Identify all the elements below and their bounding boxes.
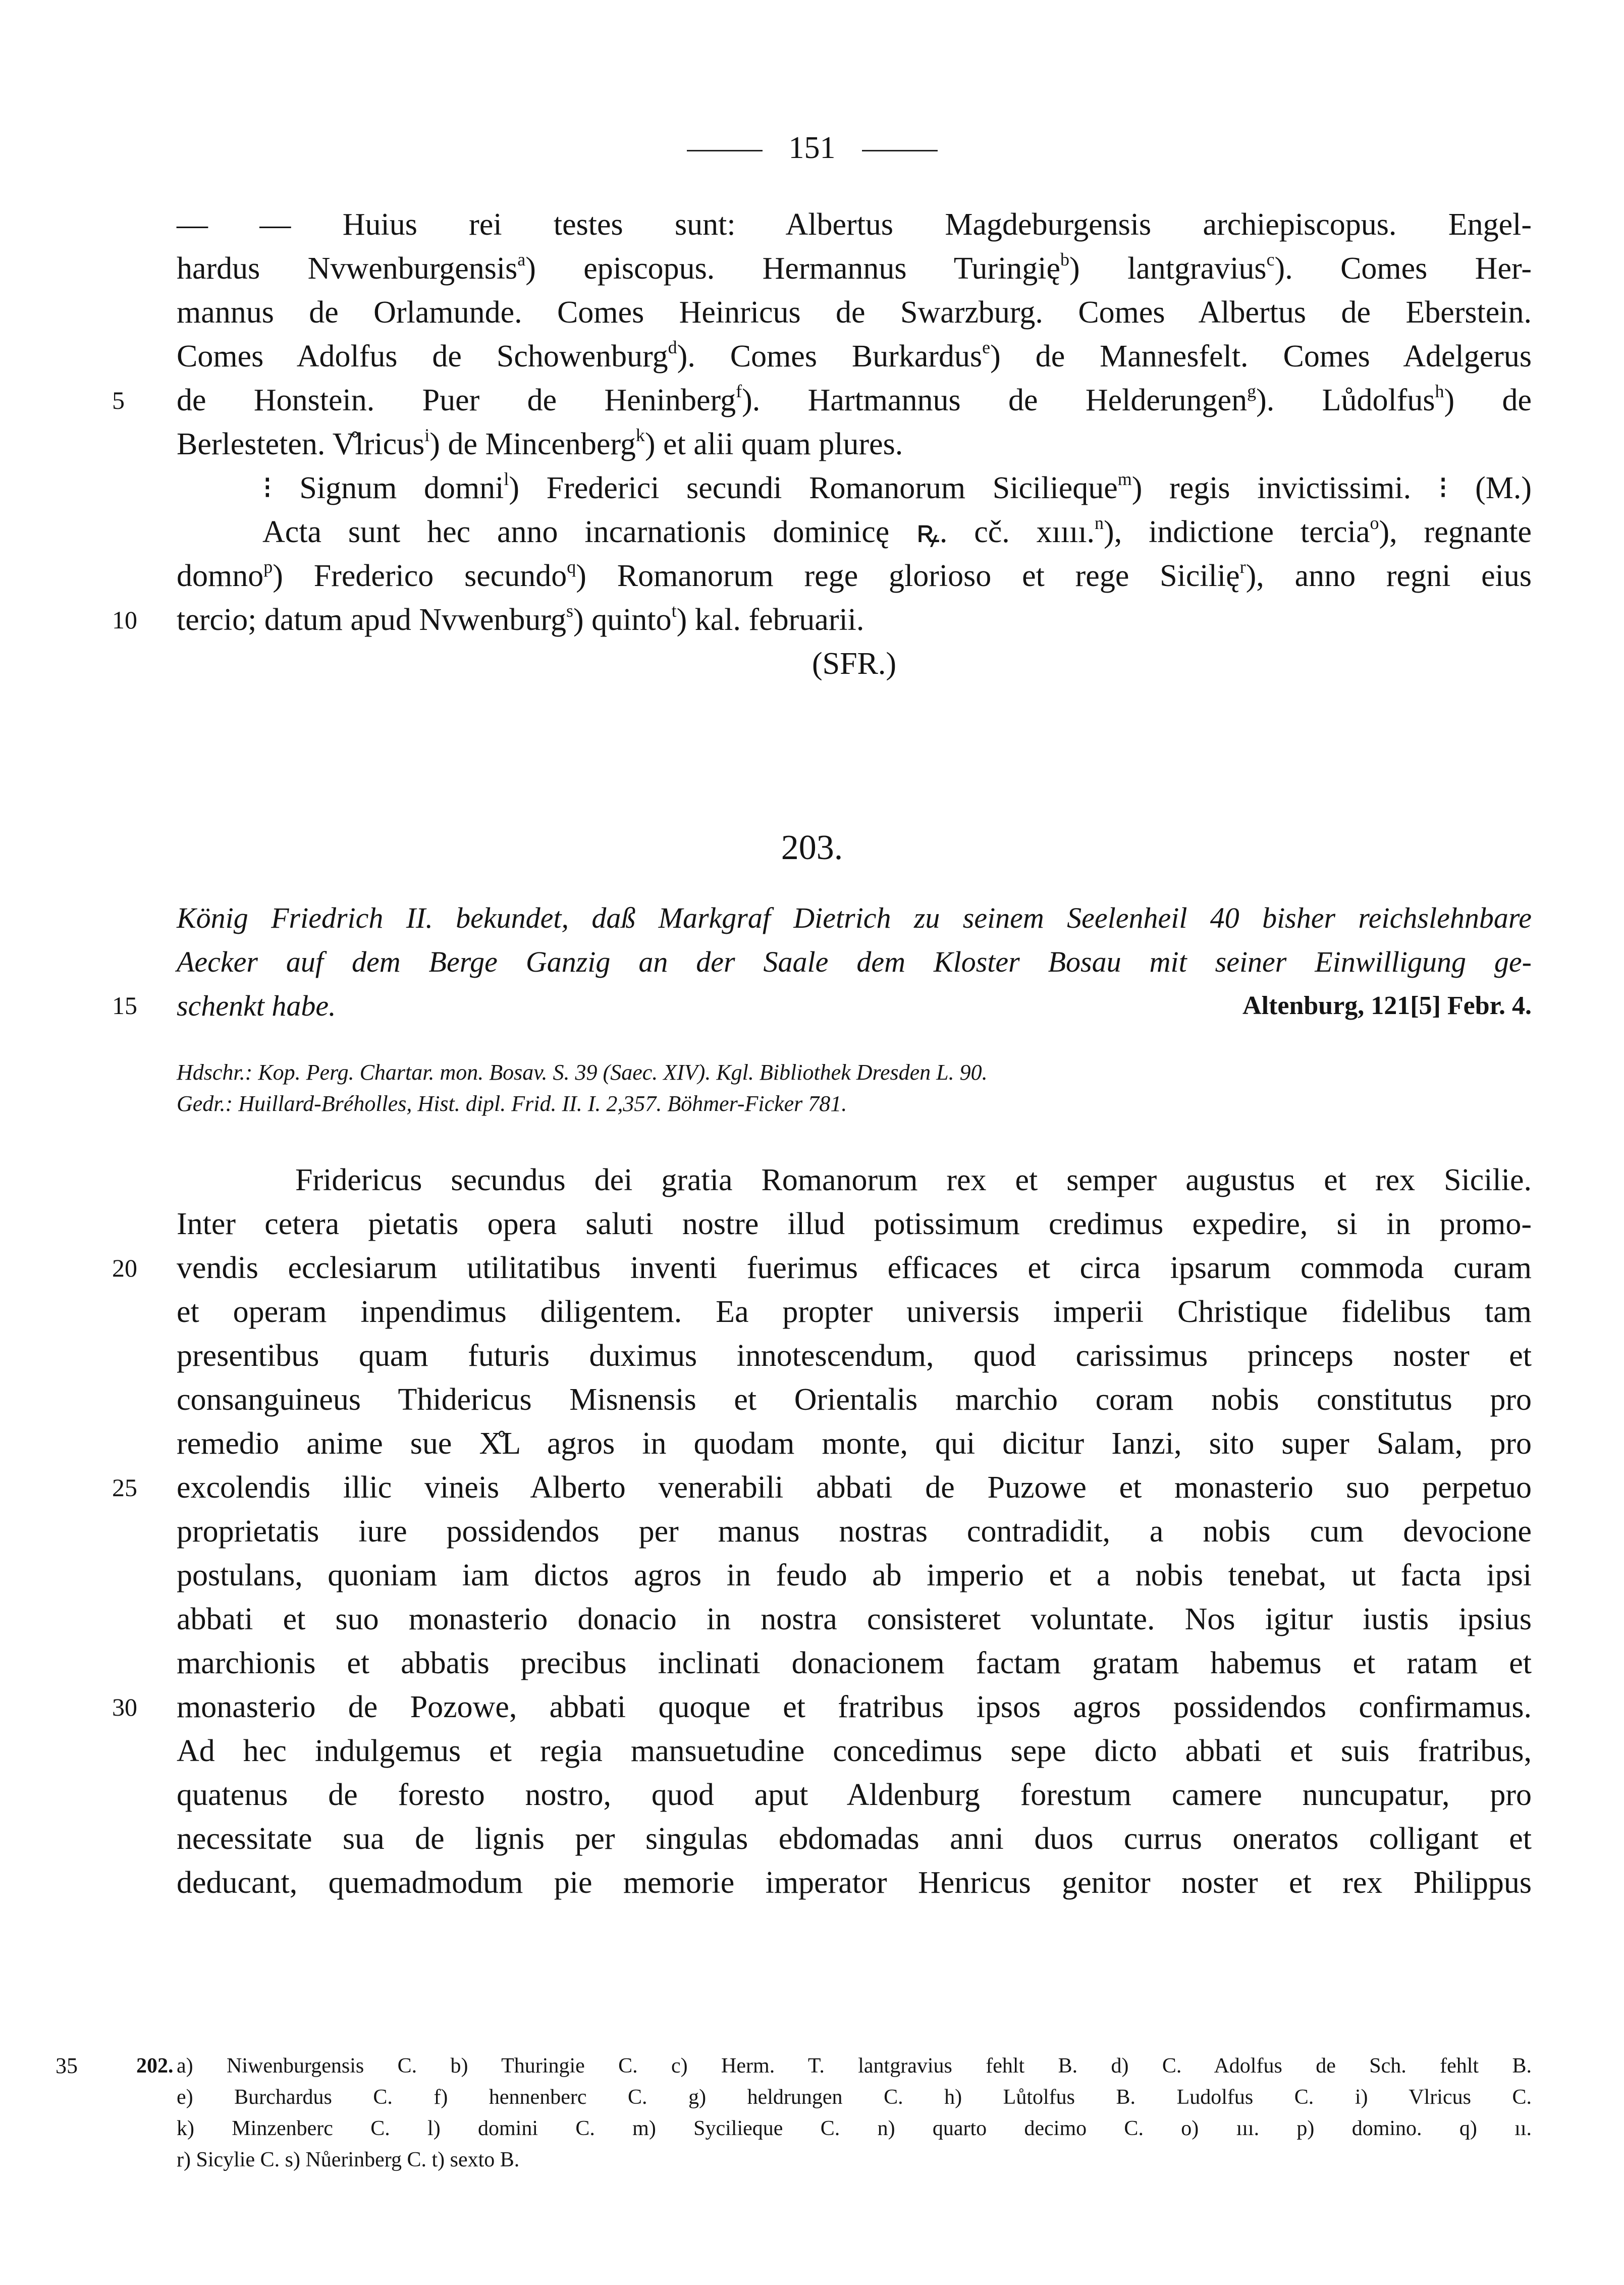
footnote-line [177, 2082, 1532, 2113]
line-content: de Honstein. Puer de Heninberg$^f$). Hartmannus de Helderungen$^g$). Lůdolfus$^h$) de [177, 381, 1532, 417]
line-content: Acta sunt hec anno incarnationis dominicę ꝶ. cč. xıııı.$^n$), indictione tercia$^o$), regnante [262, 513, 1532, 549]
regest-line [177, 896, 1532, 940]
text-line [112, 379, 1532, 422]
footnote-marker: t [671, 601, 677, 621]
line-content: quatenus de foresto nostro, quod aput Aldenburg forestum camere nuncupatur, pro [177, 1778, 1532, 1812]
line-content: mannus de Orlamunde. Comes Heinricus de Swarzburg. Comes Albertus de Eberstein. [177, 295, 1532, 330]
footnote-marker: p [263, 557, 273, 577]
footnote-marker: h [1435, 381, 1444, 401]
text-line [177, 1729, 1532, 1773]
line-number: 5 [112, 386, 125, 414]
line-content: consanguineus Thidericus Misnensis et Orientalis marchio coram nobis constitutus pro [177, 1383, 1532, 1417]
footnote-marker: l [504, 469, 509, 489]
footnote-reference: 202. [136, 2054, 174, 2078]
text-line [177, 1817, 1532, 1861]
text-line [177, 510, 1532, 554]
text-line [177, 1554, 1532, 1598]
footnote-marker: b [1060, 249, 1070, 270]
line-content: deducant, quemadmodum pie memorie imperator Henricus genitor noster et rex Philippus [177, 1866, 1532, 1900]
line-content: postulans, quoniam iam dictos agros in feudo ab imperio et a nobis tenebat, ut facta ipsi [177, 1558, 1532, 1592]
text-line [177, 335, 1532, 379]
line-content: domno$^p$) Frederico secundo$^q$) Romanorum rege glorioso et rege Sicilię$^r$), anno regni eius [177, 557, 1532, 593]
footnote-marker: i [424, 425, 430, 445]
line-content: monasterio de Pozowe, abbati quoque et fratribus ipsos agros possidendos confirmamus. [177, 1690, 1532, 1724]
line-number: 10 [112, 606, 137, 634]
footnote-marker: o [1370, 513, 1379, 533]
text-line [177, 1334, 1532, 1378]
footnote-line [177, 2144, 1532, 2175]
line-number: 15 [112, 991, 137, 1020]
line-content: vendis ecclesiarum utilitatibus inventi fuerimus efficaces et circa ipsarum commoda curam [177, 1251, 1532, 1285]
main-text [112, 1158, 1532, 1905]
previous-document-text [112, 203, 1532, 686]
line-content: hardus Nvwenburgensis$^a$) episcopus. Hermannus Turingię$^b$) lantgravius$^c$). Comes Her- [177, 249, 1532, 286]
text-line [177, 1598, 1532, 1641]
footnote-marker: s [566, 601, 573, 621]
footnote-marker: m [1117, 469, 1132, 489]
text-line [112, 1466, 1532, 1510]
footnote-marker: k [635, 425, 645, 445]
date-place: Altenburg, 121[5] Febr. 4. [1242, 991, 1532, 1020]
text-line [177, 466, 1532, 510]
rule-right [862, 150, 938, 151]
line-content: excolendis illic vineis Alberto venerabili abbati de Puzowe et monasterio suo perpetuo [177, 1470, 1532, 1505]
text-line [177, 1290, 1532, 1334]
footnote-marker: g [1247, 381, 1257, 401]
footnote-marker: e [982, 337, 991, 357]
sources [177, 1057, 988, 1120]
text-line [112, 1685, 1532, 1729]
text-line [177, 422, 1532, 466]
rule-left [687, 150, 763, 151]
text-line [177, 1861, 1532, 1905]
footnote-text: a) Niwenburgensis C. b) Thuringie C. c) Herm. T. lantgravius fehlt B. d) C. Adolfus de Sch. fehlt B. [177, 2054, 1532, 2078]
text-line [112, 598, 1532, 642]
line-content: tercio; datum apud Nvwenburg$^s$) quinto$^t$) kal. februarii. [177, 601, 864, 637]
line-content: marchionis et abbatis precibus inclinati donacionem factam gratam habemus et ratam et [177, 1646, 1532, 1680]
line-content: Fridericus secundus dei gratia Romanorum rex et semper augustus et rex Sicilie. [295, 1163, 1532, 1197]
line-number: 30 [112, 1693, 137, 1721]
footnote-marker: r [1239, 557, 1246, 577]
footnote-text: e) Burchardus C. f) hennenberc C. g) heldrungen C. h) Lůtolfus B. Ludolfus C. i) Vlricus C. [177, 2086, 1532, 2109]
document-number: 203. [781, 828, 843, 867]
manuscript-source: Hdschr.: Kop. Perg. Chartar. mon. Bosav. S. 39 (Saec. XIV). Kgl. Bibliothek Dresden L. 90. [177, 1060, 988, 1085]
line-content: necessitate sua de lignis per singulas ebdomadas anni duos currus oneratos colligant et [177, 1822, 1532, 1856]
page-number-text: 151 [788, 131, 836, 165]
line-number: 35 [56, 2053, 78, 2078]
line-content: König Friedrich II. bekundet, daß Markgraf Dietrich zu seinem Seelenheil 40 bisher reichslehnbare [177, 901, 1532, 934]
text-line [177, 554, 1532, 598]
line-content: ⁝ Signum domni$^l$) Frederici secundi Romanorum Sicilieque$^m$) regis invictissimi. ⁝ (M.) [262, 469, 1532, 505]
footnote-marker: n [1095, 513, 1104, 533]
text-line [112, 1246, 1532, 1290]
footnote-marker: a [517, 249, 526, 270]
regest-line [177, 940, 1532, 984]
footnote-line [177, 2113, 1532, 2144]
printed-source: Gedr.: Huillard-Bréholles, Hist. dipl. Frid. II. I. 2,357. Böhmer-Ficker 781. [177, 1091, 847, 1116]
text-line [177, 1158, 1532, 1202]
seal-mark: (SFR.) [811, 647, 897, 681]
line-content: Ad hec indulgemus et regia mansuetudine concedimus sepe dicto abbati et suis fratribus, [177, 1734, 1532, 1768]
footnote-text: r) Sicylie C. s) Nůerinberg C. t) sexto B. [177, 2148, 520, 2171]
seal-line [177, 642, 1532, 686]
line-content: et operam inpendimus diligentem. Ea propter universis imperii Christique fidelibus tam [177, 1295, 1532, 1329]
footnote-marker: c [1266, 249, 1275, 270]
line-content: Berlesteten. V̊lricus$^i$) de Mincenberg$^k$) et alii quam plures. [177, 425, 903, 461]
line-content: abbati et suo monasterio donacio in nostra consisteret voluntate. Nos igitur iustis ipsius [177, 1602, 1532, 1636]
line-content: schenkt habe. [177, 989, 336, 1022]
footnotes [56, 2050, 1532, 2175]
text-line [177, 1773, 1532, 1817]
text-line [177, 247, 1532, 291]
line-content: presentibus quam futuris duximus innotescendum, quod carissimus princeps noster et [177, 1339, 1532, 1373]
line-number: 20 [112, 1254, 137, 1282]
line-number: 25 [112, 1473, 137, 1502]
footnote-text: k) Minzenberc C. l) domini C. m) Sycilieque C. n) quarto decimo C. o) ııı. p) domino. q) ıı. [177, 2117, 1532, 2140]
text-line [177, 1378, 1532, 1422]
footnote-marker: q [567, 557, 576, 577]
footnote-marker: f [736, 381, 742, 401]
line-content: remedio anime sue X̊L agros in quodam monte, qui dicitur Ianzi, sito super Salam, pro [177, 1426, 1532, 1461]
text-line [177, 1202, 1532, 1246]
footnote-line [56, 2050, 1532, 2082]
regest [112, 896, 1532, 1028]
footnote-marker: d [668, 337, 677, 357]
text-line [177, 1422, 1532, 1466]
line-content: — — Huius rei testes sunt: Albertus Magdeburgensis archiepiscopus. Engel- [177, 207, 1532, 242]
page-number [0, 132, 1624, 164]
line-content: Inter cetera pietatis opera saluti nostre illud potissimum credimus expedire, si in promo- [177, 1207, 1532, 1241]
text-line [177, 291, 1532, 335]
regest-line [112, 984, 1532, 1028]
line-content: Aecker auf dem Berge Ganzig an der Saale dem Kloster Bosau mit seiner Einwilligung ge- [177, 945, 1532, 978]
text-line [177, 203, 1532, 247]
line-content: proprietatis iure possidendos per manus nostras contradidit, a nobis cum devocione [177, 1514, 1532, 1549]
line-content: Comes Adolfus de Schowenburg$^d$). Comes Burkardus$^e$) de Mannesfelt. Comes Adelgerus [177, 337, 1532, 374]
text-line [177, 1641, 1532, 1685]
text-line [177, 1510, 1532, 1554]
